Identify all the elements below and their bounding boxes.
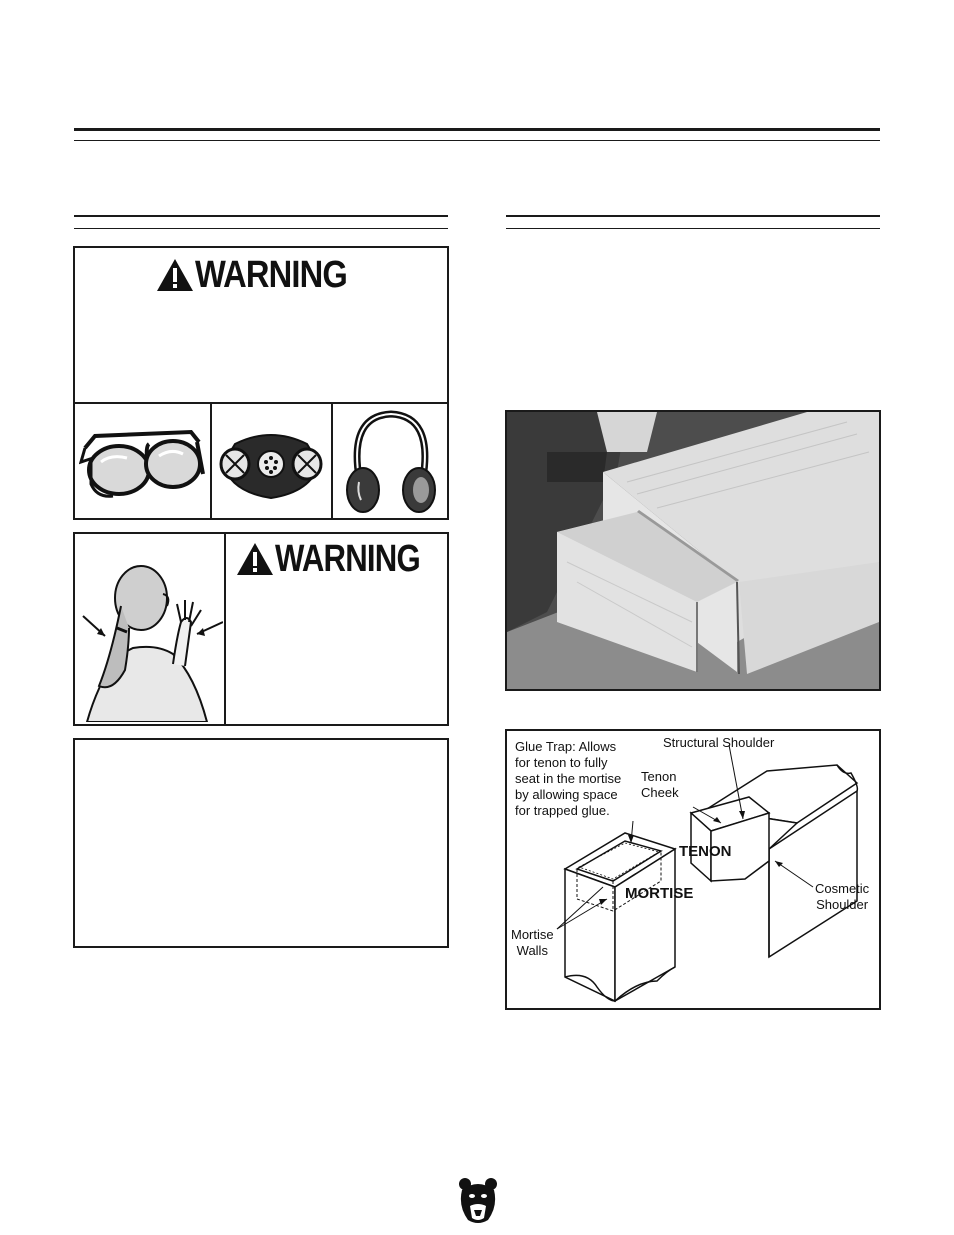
structural-shoulder-label: Structural Shoulder [663, 735, 775, 750]
warning-word: WARNING [195, 254, 347, 296]
glue-trap-line: by allowing space [515, 787, 618, 802]
header-rule-thin [74, 140, 880, 141]
ppe-image-row [75, 402, 447, 520]
glue-trap-label [515, 739, 621, 819]
mortise-label: MORTISE [625, 885, 694, 902]
entanglement-divider [224, 534, 226, 724]
safety-glasses-icon [79, 418, 207, 508]
mortise-walls-line: Mortise [511, 927, 554, 942]
ppe-warning-box [73, 246, 449, 520]
right-section-rule-thick [506, 215, 880, 217]
tenon-cheek-line: Tenon [641, 769, 677, 784]
mortise-walls-line: Walls [516, 943, 548, 958]
loose-hair-clothing-illustration [77, 536, 223, 722]
mortise-tenon-diagram [505, 729, 881, 1010]
tenon-cheek-label [641, 769, 679, 801]
right-section-rule-thin [506, 228, 880, 229]
header-rule-thick [74, 128, 880, 131]
glue-trap-line: for tenon to fully [515, 755, 608, 770]
left-section-rule-thick [74, 215, 448, 217]
left-section-rule-thin [74, 228, 448, 229]
tenon-cheek-line: Cheek [641, 785, 679, 800]
respirator-icon [215, 426, 327, 502]
warning-triangle-icon [235, 541, 275, 577]
warning-triangle-icon [155, 257, 195, 293]
tenon-photo-image [507, 412, 879, 689]
glue-trap-line: Glue Trap: Allows [515, 739, 617, 754]
ppe-divider-2 [331, 404, 333, 520]
ppe-warning-heading [155, 256, 372, 294]
warning-word: WARNING [275, 538, 420, 580]
glue-trap-line: seat in the mortise [515, 771, 622, 786]
note-box [73, 738, 449, 948]
bear-logo-icon [458, 1176, 498, 1224]
entanglement-warning-box [73, 532, 449, 726]
entanglement-warning-heading [235, 540, 452, 578]
cosmetic-shoulder-line: Cosmetic [815, 881, 870, 896]
cosmetic-shoulder-line: Shoulder [816, 897, 869, 912]
ppe-divider-1 [210, 404, 212, 520]
glue-trap-line: for trapped glue. [515, 803, 610, 818]
tenon-photo [505, 410, 881, 691]
ear-muffs-icon [339, 408, 443, 516]
cosmetic-shoulder-label [815, 881, 869, 913]
tenon-label: TENON [679, 843, 732, 860]
mortise-walls-label [511, 927, 554, 959]
